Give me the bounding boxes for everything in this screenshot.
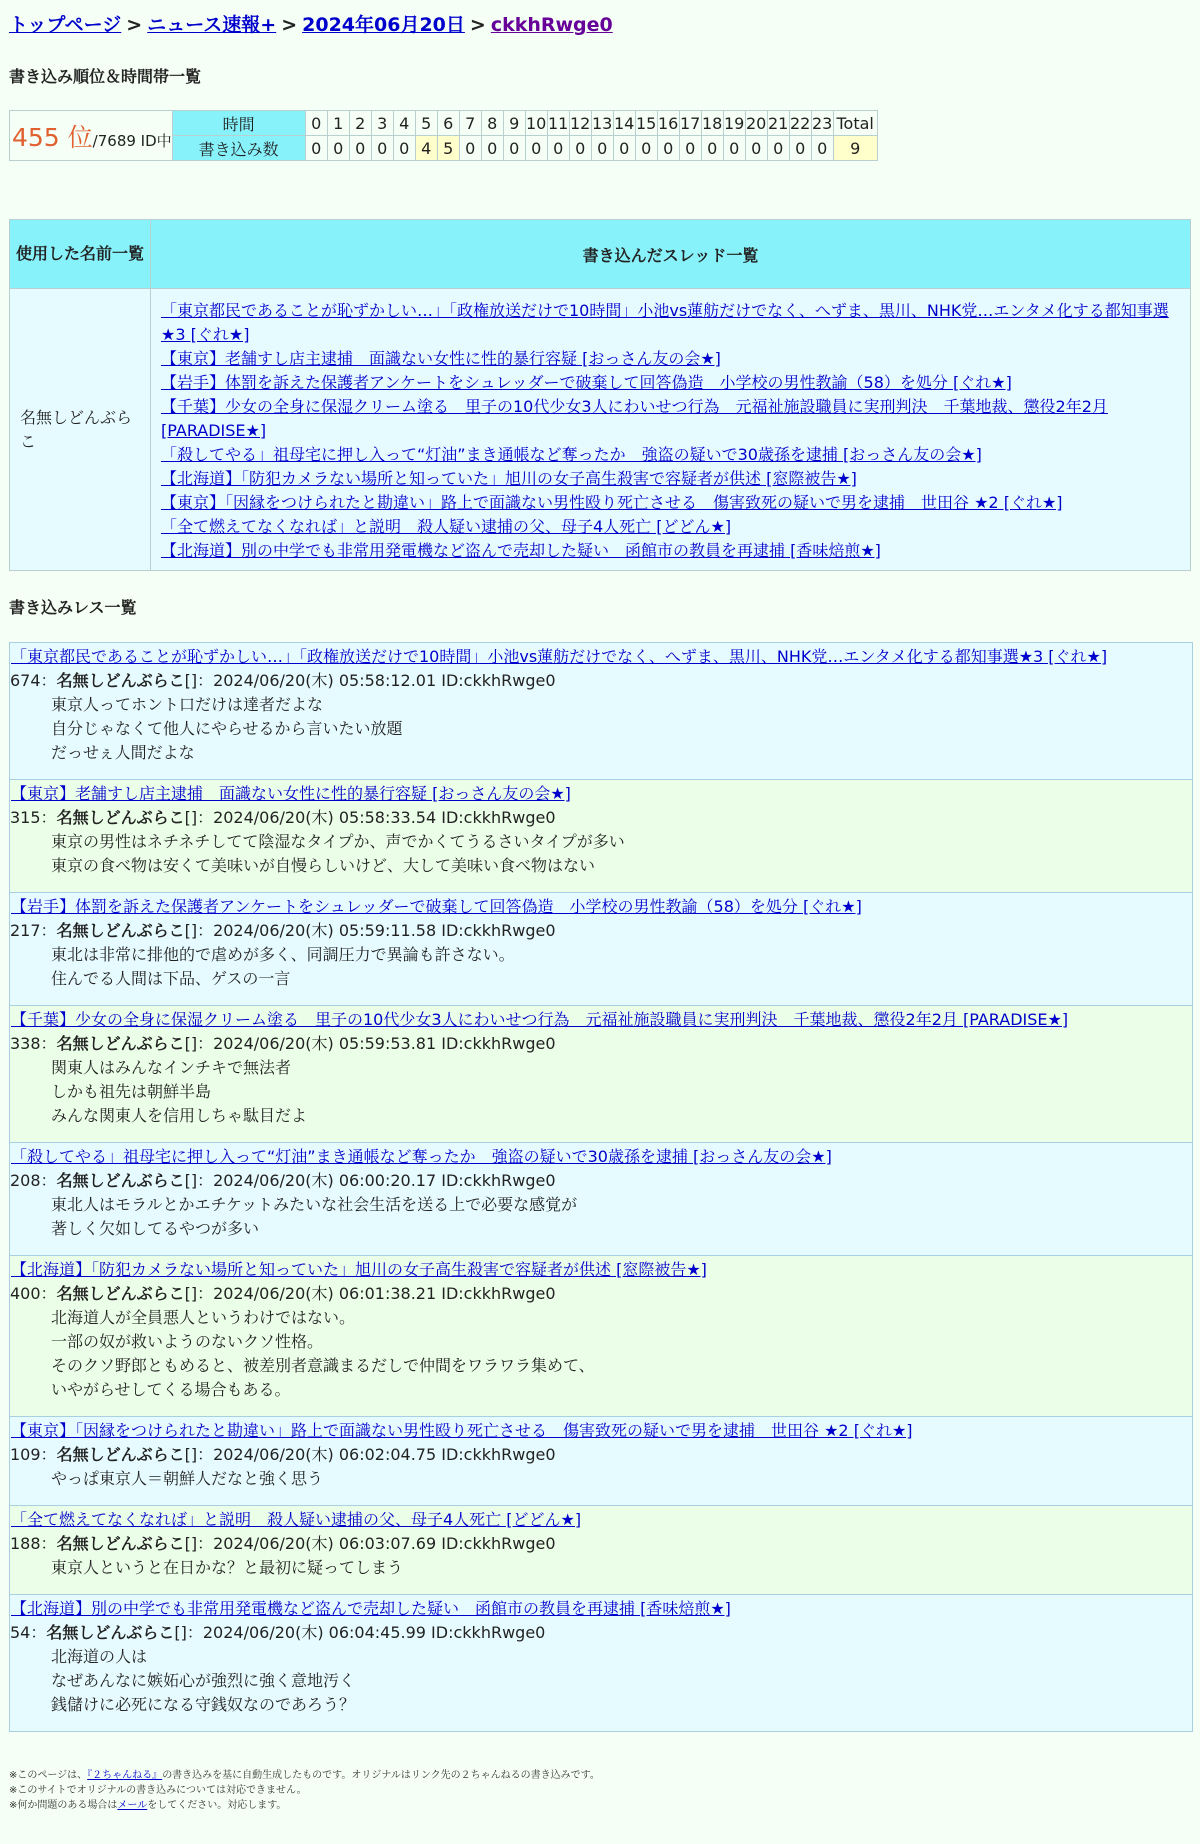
post-header <box>10 669 1192 693</box>
post-meta: []：2024/06/20(木) 05:58:33.54 ID:ckkhRwge0 <box>184 808 556 827</box>
post-thread-title <box>10 1508 1192 1532</box>
hour-header: 13 <box>591 111 613 136</box>
hour-count: 0 <box>723 136 745 161</box>
posts-list <box>9 642 1193 1732</box>
post-body <box>10 1556 1192 1580</box>
hour-header: 2 <box>349 111 371 136</box>
breadcrumb-date[interactable]: 2024年06月20日 <box>302 14 465 36</box>
post-line: 北海道人が全員悪人というわけではない。 <box>51 1308 356 1327</box>
post-header <box>10 1532 1192 1556</box>
hour-header: 9 <box>503 111 525 136</box>
post-thread-link[interactable]: 【北海道】「防犯カメラない場所と知っていた」旭川の女子高生殺害で容疑者が供述 [窓際被告★] <box>11 1260 707 1279</box>
hour-header: 0 <box>305 111 327 136</box>
rank-total: /7689 ID中 <box>92 131 172 150</box>
post-number: 338 <box>10 1034 41 1053</box>
footer-2ch-link[interactable]: 『２ちゃんねる』 <box>87 1770 163 1781</box>
post-line: 東京人というと在日かな？と最初に疑ってしまう <box>51 1558 404 1577</box>
hour-count: 0 <box>679 136 701 161</box>
hour-header: 12 <box>569 111 591 136</box>
summary-table <box>9 219 1191 571</box>
post-header <box>10 1621 1192 1645</box>
post-meta: []：2024/06/20(木) 05:58:12.01 ID:ckkhRwge0 <box>184 671 556 690</box>
page <box>0 10 1200 1813</box>
post-line: 銭儲けに必死になる守銭奴なのであろう？ <box>51 1695 356 1714</box>
post-line: 住んでる人間は下品、ゲスの一言 <box>51 969 291 988</box>
thread-link[interactable]: 【岩手】体罰を訴えた保護者アンケートをシュレッダーで破棄して回答偽造 小学校の男性教諭（58）を処分 [ぐれ★] <box>161 373 1012 392</box>
post-line: 東京人ってホント口だけは達者だよな <box>51 695 324 714</box>
post-number: 315 <box>10 808 41 827</box>
names-list <box>10 406 150 454</box>
post-number: 54 <box>10 1623 31 1642</box>
post-thread-title <box>10 1145 1192 1169</box>
post-body <box>10 1306 1192 1402</box>
thread-link[interactable]: 【北海道】「防犯カメラない場所と知っていた」旭川の女子高生殺害で容疑者が供述 [窓際被告★] <box>161 469 857 488</box>
hour-header: 23 <box>811 111 833 136</box>
hour-count: 0 <box>525 136 547 161</box>
breadcrumb-separator: > <box>469 14 486 36</box>
post-thread-title <box>10 895 1192 919</box>
thread-link[interactable]: 【北海道】別の中学でも非常用発電機など盗んで売却した疑い 函館市の教員を再逮捕 [香味焙煎★] <box>161 541 881 560</box>
post-number: 109 <box>10 1445 41 1464</box>
post-line: 東北は非常に排他的で虐めが多く、同調圧力で異論も許さない。 <box>51 945 515 964</box>
hour-header: 5 <box>415 111 437 136</box>
post-header <box>10 1169 1192 1193</box>
post-header <box>10 919 1192 943</box>
post-body <box>10 1645 1192 1717</box>
footer-text: をしてください。対応します。 <box>147 1800 287 1811</box>
footer-text: ※このページは、 <box>9 1770 88 1781</box>
post-header <box>10 1282 1192 1306</box>
hour-count: 0 <box>767 136 789 161</box>
post-meta: []：2024/06/20(木) 06:00:20.17 ID:ckkhRwge0 <box>184 1171 556 1190</box>
footer-text: の書き込みを基に自動生成したものです。オリジナルはリンク先の２ちゃんねるの書き込みです。 <box>162 1770 600 1781</box>
post-number-separator: ： <box>40 1445 57 1464</box>
hour-header: 17 <box>679 111 701 136</box>
hour-count: 0 <box>789 136 811 161</box>
post-line: 東北人はモラルとかエチケットみたいな社会生活を送る上で必要な感覚が <box>51 1195 578 1214</box>
breadcrumb-separator: > <box>126 14 143 36</box>
post-number-separator: ： <box>40 1034 57 1053</box>
post-thread-link[interactable]: 「全て燃えてなくなれば」と説明 殺人疑い逮捕の父、母子4人死亡 [どどん★] <box>11 1510 582 1529</box>
names-cell <box>10 289 151 571</box>
post-author: 名無しどんぶらこ <box>56 808 185 827</box>
hour-total-header: Total <box>833 111 877 136</box>
hour-count: 0 <box>701 136 723 161</box>
thread-link[interactable]: 「殺してやる」祖母宅に押し入って“灯油”まき通帳など奪ったか 強盗の疑いで30歳孫を逮捕 [おっさん友の会★] <box>161 445 982 464</box>
hour-header: 11 <box>547 111 569 136</box>
post-line: 著しく欠如してるやつが多い <box>51 1219 260 1238</box>
breadcrumb-separator: > <box>281 14 298 36</box>
post-meta: []：2024/06/20(木) 06:03:07.69 ID:ckkhRwge0 <box>184 1534 556 1553</box>
post-thread-title <box>10 782 1192 806</box>
hour-count: 0 <box>613 136 635 161</box>
post-line: みんな関東人を信用しちゃ駄目だよ <box>51 1106 308 1125</box>
post-line: いやがらせしてくる場合もある。 <box>51 1380 291 1399</box>
hour-header: 1 <box>327 111 349 136</box>
footer-text: ※何か問題のある場合は <box>9 1800 118 1811</box>
count-total: 9 <box>833 136 877 161</box>
post <box>10 892 1192 1005</box>
post-thread-title <box>10 1419 1192 1443</box>
post <box>10 1005 1192 1142</box>
rank-cell <box>10 111 173 161</box>
name-item: 名無しどんぶらこ <box>20 407 133 451</box>
post-number: 674 <box>10 671 41 690</box>
thread-link[interactable]: 「東京都民であることが恥ずかしい…」「政権放送だけで10時間」小池vs蓮舫だけでなく、へずま、黒川、NHK党…エンタメ化する都知事選★3 [ぐれ★] <box>161 301 1169 344</box>
post-body <box>10 830 1192 878</box>
post-line: しかも祖先は朝鮮半島 <box>51 1082 212 1101</box>
posts-heading: 書き込みレス一覧 <box>9 598 137 617</box>
post-thread-title <box>10 1597 1192 1621</box>
post-author: 名無しどんぶらこ <box>56 671 185 690</box>
post-thread-title <box>10 1258 1192 1282</box>
hour-count: 0 <box>591 136 613 161</box>
hour-header: 8 <box>481 111 503 136</box>
thread-link[interactable]: 【千葉】少女の全身に保湿クリーム塗る 里子の10代少女3人にわいせつ行為 元福祉施設職員に実刑判決 千葉地裁、懲役2年2月 [PARADISE★] <box>161 397 1108 440</box>
post-meta: []：2024/06/20(木) 06:04:45.99 ID:ckkhRwge0 <box>174 1623 546 1642</box>
post <box>10 1255 1192 1416</box>
post-number: 217 <box>10 921 41 940</box>
hour-header: 7 <box>459 111 481 136</box>
post-thread-link[interactable]: 【千葉】少女の全身に保湿クリーム塗る 里子の10代少女3人にわいせつ行為 元福祉施設職員に実刑判決 千葉地裁、懲役2年2月 [PARADISE★] <box>11 1010 1069 1029</box>
post-body <box>10 1056 1192 1128</box>
post-number: 400 <box>10 1284 41 1303</box>
post-number-separator: ： <box>30 1623 47 1642</box>
post-body <box>10 1467 1192 1491</box>
ranking-table <box>9 110 878 161</box>
post-thread-link[interactable]: 「東京都民であることが恥ずかしい…」「政権放送だけで10時間」小池vs蓮舫だけでなく、へずま、黒川、NHK党…エンタメ化する都知事選★3 [ぐれ★] <box>11 647 1108 666</box>
threads-header: 書き込んだスレッド一覧 <box>151 220 1191 289</box>
hour-header: 19 <box>723 111 745 136</box>
post-line: なぜあんなに嫉妬心が強烈に強く意地汚く <box>51 1671 356 1690</box>
hour-count: 0 <box>349 136 371 161</box>
names-header: 使用した名前一覧 <box>10 220 151 289</box>
footer <box>9 1768 1191 1813</box>
rank-number: 455 位 <box>12 122 93 152</box>
post-thread-title <box>10 1008 1192 1032</box>
hour-count: 0 <box>393 136 415 161</box>
hour-header: 6 <box>437 111 459 136</box>
post-line: 北海道の人は <box>51 1647 148 1666</box>
hour-count: 0 <box>371 136 393 161</box>
hour-header: 14 <box>613 111 635 136</box>
post-thread-link[interactable]: 【東京】老舗すし店主逮捕 面識ない女性に性的暴行容疑 [おっさん友の会★] <box>11 784 571 803</box>
post-thread-link[interactable]: 【東京】「因縁をつけられたと勘違い」路上で面識ない男性殴り死亡させる 傷害致死の疑いで男を逮捕 世田谷 ★2 [ぐれ★] <box>11 1421 913 1440</box>
post-header <box>10 1443 1192 1467</box>
post-body <box>10 943 1192 991</box>
thread-link[interactable]: 【東京】「因縁をつけられたと勘違い」路上で面識ない男性殴り死亡させる 傷害致死の疑いで男を逮捕 世田谷 ★2 [ぐれ★] <box>161 493 1063 512</box>
thread-link[interactable]: 【東京】老舗すし店主逮捕 面識ない女性に性的暴行容疑 [おっさん友の会★] <box>161 349 721 368</box>
post-thread-link[interactable]: 【北海道】別の中学でも非常用発電機など盗んで売却した疑い 函館市の教員を再逮捕 [香味焙煎★] <box>11 1599 731 1618</box>
ranking-heading: 書き込み順位＆時間帯一覧 <box>9 67 202 86</box>
post <box>10 1416 1192 1505</box>
hour-header: 3 <box>371 111 393 136</box>
footer-mail-link[interactable]: メール <box>117 1800 148 1811</box>
post-number: 208 <box>10 1171 41 1190</box>
post <box>10 779 1192 892</box>
post-meta: []：2024/06/20(木) 06:02:04.75 ID:ckkhRwge0 <box>184 1445 556 1464</box>
threads-cell <box>151 289 1191 571</box>
post-author: 名無しどんぶらこ <box>56 1445 185 1464</box>
hour-header: 18 <box>701 111 723 136</box>
post-body <box>10 1193 1192 1241</box>
post-body <box>10 693 1192 765</box>
hour-count: 0 <box>327 136 349 161</box>
post-line: 東京の男性はネチネチしてて陰湿なタイプか、声でかくてうるさいタイプが多い <box>51 832 625 851</box>
hour-header: 22 <box>789 111 811 136</box>
hour-count: 0 <box>657 136 679 161</box>
hour-count: 0 <box>569 136 591 161</box>
hour-count: 5 <box>437 136 459 161</box>
hour-header: 21 <box>767 111 789 136</box>
post-header <box>10 806 1192 830</box>
hour-count: 0 <box>635 136 657 161</box>
post-line: 自分じゃなくて他人にやらせるから言いたい放題 <box>51 719 403 738</box>
breadcrumb-top[interactable]: トップページ <box>9 14 122 36</box>
hour-count: 0 <box>547 136 569 161</box>
time-label: 時間 <box>172 111 305 136</box>
hour-count: 0 <box>811 136 833 161</box>
post-author: 名無しどんぶらこ <box>56 1534 185 1553</box>
hour-count: 0 <box>745 136 767 161</box>
hour-header: 4 <box>393 111 415 136</box>
post-number: 188 <box>10 1534 41 1553</box>
breadcrumb <box>9 10 1191 40</box>
post-number-separator: ： <box>40 1171 57 1190</box>
count-label: 書き込み数 <box>172 136 305 161</box>
post-number-separator: ： <box>40 808 57 827</box>
hour-count: 4 <box>415 136 437 161</box>
post-thread-link[interactable]: 【岩手】体罰を訴えた保護者アンケートをシュレッダーで破棄して回答偽造 小学校の男性教諭（58）を処分 [ぐれ★] <box>11 897 862 916</box>
post-thread-title <box>10 645 1192 669</box>
post-number-separator: ： <box>40 671 57 690</box>
post-thread-link[interactable]: 「殺してやる」祖母宅に押し入って“灯油”まき通帳など奪ったか 強盗の疑いで30歳孫を逮捕 [おっさん友の会★] <box>11 1147 832 1166</box>
post-number-separator: ： <box>40 921 57 940</box>
threads-list <box>151 289 1190 570</box>
post-number-separator: ： <box>40 1534 57 1553</box>
breadcrumb-id[interactable]: ckkhRwge0 <box>490 14 613 36</box>
footer-line-2: ※このサイトでオリジナルの書き込みについては対応できません。 <box>9 1785 307 1796</box>
breadcrumb-board[interactable]: ニュース速報+ <box>147 14 277 36</box>
post-line: 東京の食べ物は安くて美味いが自慢らしいけど、大して美味い食べ物はない <box>51 856 596 875</box>
post-author: 名無しどんぶらこ <box>56 921 185 940</box>
post-line: だっせぇ人間だよな <box>51 743 195 762</box>
post <box>10 1594 1192 1731</box>
post-line: 一部の奴が救いようのないクソ性格。 <box>51 1332 324 1351</box>
post-meta: []：2024/06/20(木) 05:59:53.81 ID:ckkhRwge0 <box>184 1034 556 1053</box>
hour-count: 0 <box>459 136 481 161</box>
hour-header: 16 <box>657 111 679 136</box>
post-author: 名無しどんぶらこ <box>56 1034 185 1053</box>
hour-count: 0 <box>305 136 327 161</box>
post <box>10 643 1192 779</box>
post-author: 名無しどんぶらこ <box>56 1284 185 1303</box>
post-author: 名無しどんぶらこ <box>46 1623 175 1642</box>
hour-count: 0 <box>481 136 503 161</box>
post-author: 名無しどんぶらこ <box>56 1171 185 1190</box>
footer-line-3 <box>9 1798 1191 1813</box>
post-meta: []：2024/06/20(木) 06:01:38.21 ID:ckkhRwge0 <box>184 1284 556 1303</box>
post <box>10 1505 1192 1594</box>
post <box>10 1142 1192 1255</box>
footer-line-1 <box>9 1768 1191 1783</box>
post-header <box>10 1032 1192 1056</box>
post-meta: []：2024/06/20(木) 05:59:11.58 ID:ckkhRwge0 <box>184 921 556 940</box>
post-line: やっぱ東京人＝朝鮮人だなと強く思う <box>51 1469 324 1488</box>
hour-count: 0 <box>503 136 525 161</box>
post-number-separator: ： <box>40 1284 57 1303</box>
hour-header: 10 <box>525 111 547 136</box>
thread-link[interactable]: 「全て燃えてなくなれば」と説明 殺人疑い逮捕の父、母子4人死亡 [どどん★] <box>161 517 732 536</box>
post-line: そのクソ野郎ともめると、被差別者意識まるだしで仲間をワラワラ集めて、 <box>51 1356 595 1375</box>
hour-header: 15 <box>635 111 657 136</box>
hour-header: 20 <box>745 111 767 136</box>
post-line: 関東人はみんなインチキで無法者 <box>51 1058 292 1077</box>
